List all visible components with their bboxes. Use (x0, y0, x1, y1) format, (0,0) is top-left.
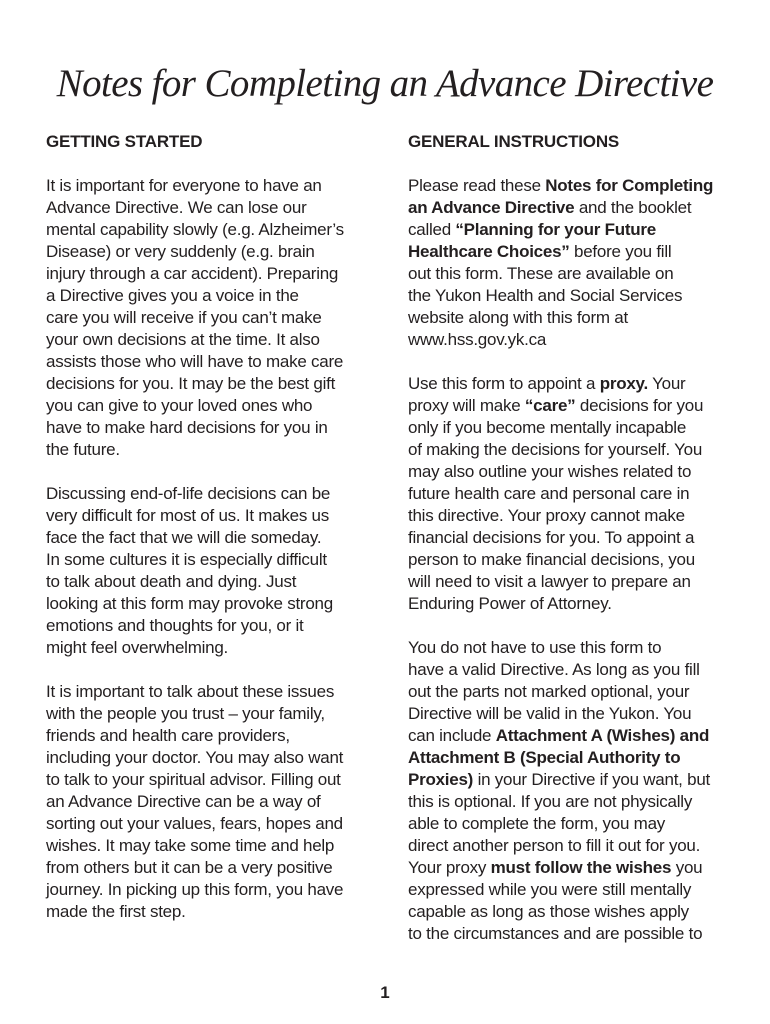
text-line: Attachment B (Special Authority to (408, 748, 681, 767)
text-line: Use this form to appoint a proxy. Your (408, 374, 686, 393)
text-line: out this form. These are available on (408, 264, 674, 283)
text-line: Healthcare Choices” before you fill (408, 242, 672, 261)
text-line: journey. In picking up this form, you have (46, 880, 344, 899)
text-line: may also outline your wishes related to (408, 462, 692, 481)
paragraph-valid-directive (408, 637, 730, 945)
text-line: to talk to your spiritual advisor. Filling out (46, 770, 341, 789)
text-line: the Yukon Health and Social Services (408, 286, 683, 305)
text-line: It is important for everyone to have an (46, 176, 322, 195)
text-line: Enduring Power of Attorney. (408, 594, 612, 613)
text-line: Discussing end-of-life decisions can be (46, 484, 331, 503)
text-line: an Advance Directive can be a way of (46, 792, 321, 811)
text-line: to talk about death and dying. Just (46, 572, 297, 591)
text-line: friends and health care providers, (46, 726, 290, 745)
paragraph-discussing (46, 483, 366, 659)
text-line: care you will receive if you can’t make (46, 308, 322, 327)
text-line: Advance Directive. We can lose our (46, 198, 307, 217)
paragraph-appoint-proxy (408, 373, 730, 615)
text-line: proxy will make “care” decisions for you (408, 396, 704, 415)
text-line: you can give to your loved ones who (46, 396, 313, 415)
text-line: injury through a car accident). Preparing (46, 264, 339, 283)
text-line: this directive. Your proxy cannot make (408, 506, 685, 525)
text-line: a Directive gives you a voice in the (46, 286, 299, 305)
text-line: direct another person to fill it out for you. (408, 836, 701, 855)
page-title: Notes for Completing an Advance Directive (56, 62, 714, 105)
text-line: to the circumstances and are possible to (408, 924, 703, 943)
text-line: called “Planning for your Future (408, 220, 656, 239)
text-line: Proxies) in your Directive if you want, but (408, 770, 711, 789)
text-line: person to make financial decisions, you (408, 550, 695, 569)
text-line: will need to visit a lawyer to prepare an (408, 572, 691, 591)
text-line: very difficult for most of us. It makes us (46, 506, 330, 525)
text-line: Directive will be valid in the Yukon. You (408, 704, 692, 723)
left-column (46, 131, 366, 945)
text-line: Please read these Notes for Completing (408, 176, 714, 195)
text-line: out the parts not marked optional, your (408, 682, 690, 701)
text-line: wishes. It may take some time and help (46, 836, 335, 855)
text-line: future health care and personal care in (408, 484, 690, 503)
text-line: Your proxy must follow the wishes you (408, 858, 703, 877)
text-line: emotions and thoughts for you, or it (46, 616, 304, 635)
text-line: an Advance Directive and the booklet (408, 198, 692, 217)
text-line: from others but it can be a very positive (46, 858, 333, 877)
text-line: capable as long as those wishes apply (408, 902, 689, 921)
text-line: have to make hard decisions for you in (46, 418, 328, 437)
text-line: sorting out your values, fears, hopes and (46, 814, 343, 833)
text-line: mental capability slowly (e.g. Alzheimer’s (46, 220, 344, 239)
website-url: www.hss.gov.yk.ca (408, 330, 547, 349)
text-line: your own decisions at the time. It also (46, 330, 320, 349)
right-column (408, 131, 730, 967)
text-line: expressed while you were still mentally (408, 880, 692, 899)
text-line: able to complete the form, you may (408, 814, 666, 833)
text-line: have a valid Directive. As long as you fill (408, 660, 700, 679)
paragraph-please-read (408, 175, 730, 351)
text-line: looking at this form may provoke strong (46, 594, 333, 613)
text-line: In some cultures it is especially difficult (46, 550, 327, 569)
text-line: You do not have to use this form to (408, 638, 662, 657)
text-line: might feel overwhelming. (46, 638, 229, 657)
text-line: including your doctor. You may also want (46, 748, 344, 767)
text-line: assists those who will have to make care (46, 352, 344, 371)
text-line: made the first step. (46, 902, 186, 921)
text-line: decisions for you. It may be the best gift (46, 374, 336, 393)
text-line: It is important to talk about these issues (46, 682, 335, 701)
page-number: 1 (380, 983, 390, 1002)
text-line: of making the decisions for yourself. You (408, 440, 703, 459)
text-line: Disease) or very suddenly (e.g. brain (46, 242, 315, 261)
text-line: this is optional. If you are not physically (408, 792, 693, 811)
text-line: website along with this form at (408, 308, 628, 327)
paragraph-talk-about-issues (46, 681, 366, 923)
text-line: financial decisions for you. To appoint a (408, 528, 695, 547)
section-heading-getting-started: GETTING STARTED (46, 132, 203, 151)
text-line: with the people you trust – your family, (46, 704, 325, 723)
text-line: only if you become mentally incapable (408, 418, 687, 437)
text-line: the future. (46, 440, 120, 459)
paragraph-importance (46, 175, 366, 461)
text-line: face the fact that we will die someday. (46, 528, 322, 547)
section-heading-general-instructions: GENERAL INSTRUCTIONS (408, 132, 620, 151)
text-line: can include Attachment A (Wishes) and (408, 726, 710, 745)
